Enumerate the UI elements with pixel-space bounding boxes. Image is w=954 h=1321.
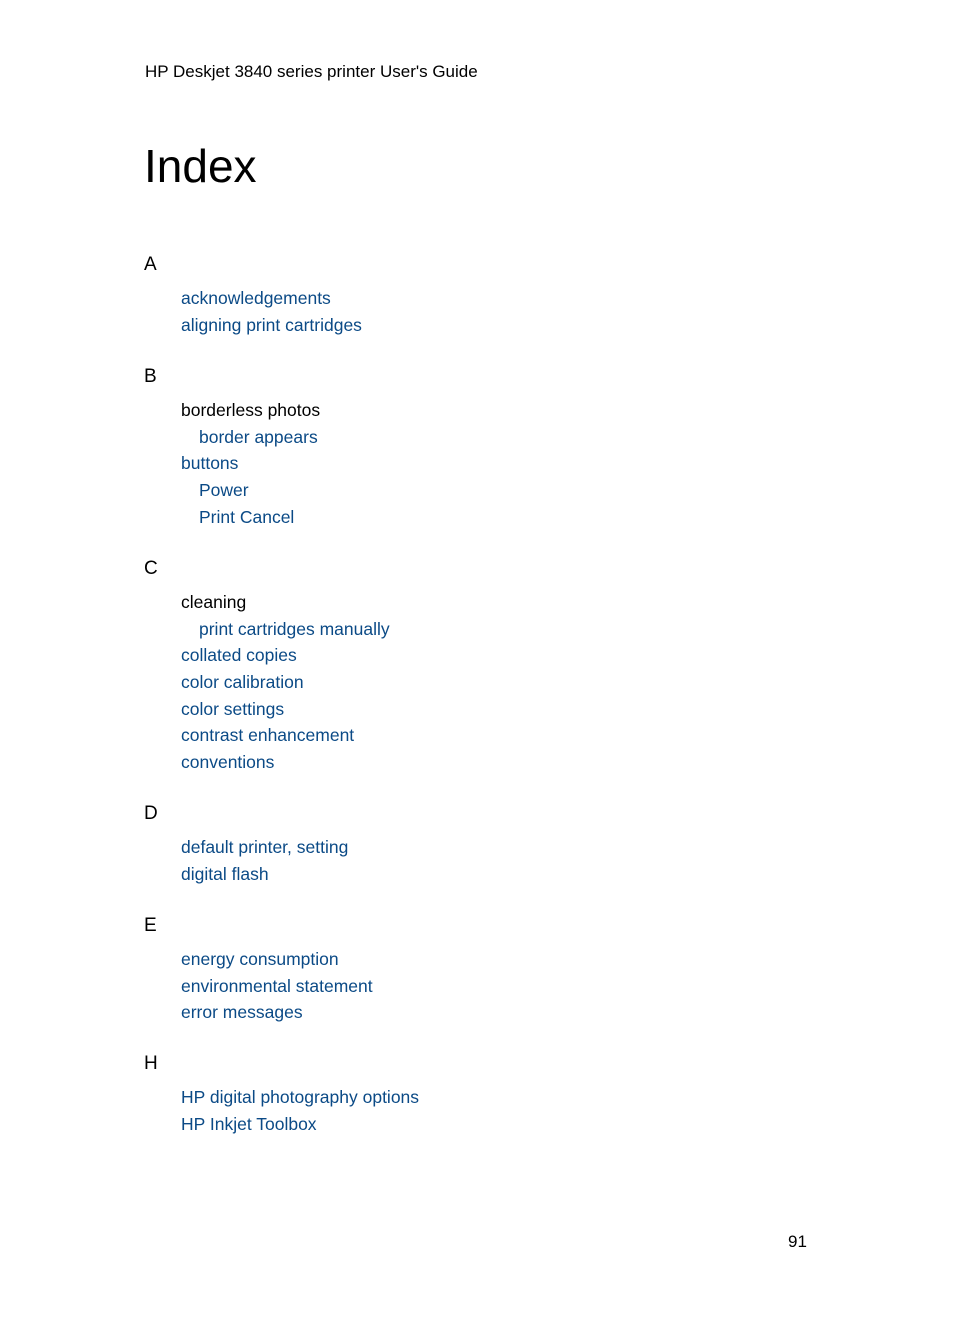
index-subentry-link[interactable]: border appears [199,426,318,447]
index-entry-link[interactable]: HP digital photography options [181,1087,420,1107]
section-letter: D [144,803,158,824]
index-entry-link[interactable]: acknowledgements [181,288,331,308]
entry-list [181,946,373,1026]
index-subentry-link[interactable]: Print Cancel [199,506,295,527]
index-subentry-link[interactable]: print cartridges manually [199,618,390,639]
entry-list [181,834,348,887]
entry-list [181,1084,419,1137]
index-subentry-link[interactable]: Power [199,480,249,501]
index-entry-link[interactable]: conventions [181,752,275,773]
index-entry-label: borderless photos [181,400,321,420]
index-entry-label: cleaning [181,592,247,612]
index-entry-link[interactable]: default printer, setting [181,837,349,857]
entry-list [181,285,362,338]
index-entry-link[interactable]: buttons [181,453,239,474]
index-entry-link[interactable]: error messages [181,1002,303,1023]
running-header: HP Deskjet 3840 series printer User's Guide [145,62,478,81]
index-entry-link[interactable]: environmental statement [181,975,373,996]
index-entry-link[interactable]: color calibration [181,672,304,693]
section-letter: E [144,915,157,936]
section-letter: A [144,254,157,275]
section-letter: B [144,366,157,387]
entry-list [181,589,390,776]
section-letter: H [144,1053,158,1074]
index-entry-link[interactable]: collated copies [181,645,297,666]
page-number: 91 [788,1232,807,1251]
page-title: Index [144,140,257,192]
section-letter: C [144,558,158,579]
index-entry-link[interactable]: aligning print cartridges [181,314,362,335]
index-entry-link[interactable]: digital flash [181,863,269,884]
index-entry-link[interactable]: color settings [181,698,285,719]
index-entry-link[interactable]: energy consumption [181,949,339,969]
entry-list [181,397,320,530]
index-entry-link[interactable]: HP Inkjet Toolbox [181,1113,317,1134]
index-entry-link[interactable]: contrast enhancement [181,725,355,746]
